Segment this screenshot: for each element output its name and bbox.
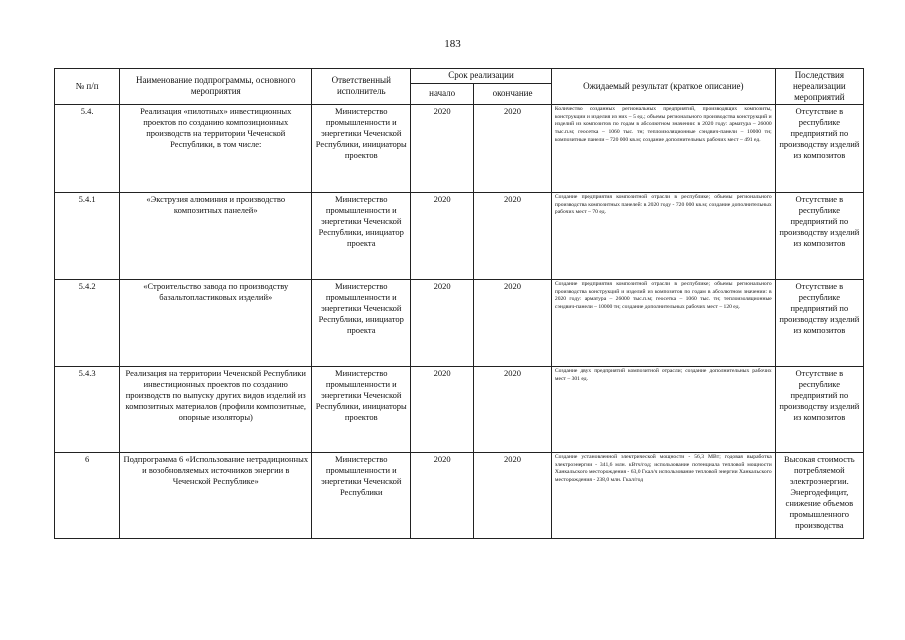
row-name: Подпрограмма 6 «Использование нетрадиционных и возобновляемых источников энергии в Чеченской Республике» xyxy=(120,452,312,538)
header-end: окончание xyxy=(474,83,552,104)
row-start: 2020 xyxy=(411,279,474,366)
row-executor: Министерство промышленности и энергетики Чеченской Республики, инициаторы проектов xyxy=(312,366,411,452)
header-result: Ожидаемый результат (краткое описание) xyxy=(551,69,775,105)
row-name: «Экструзия алюминия и производство композитных панелей» xyxy=(120,192,312,279)
row-executor: Министерство промышленности и энергетики Чеченской Республики, инициатор проекта xyxy=(312,279,411,366)
program-table xyxy=(54,68,864,539)
header-consequences: Последствия нереализации мероприятий xyxy=(775,69,863,105)
row-consequences: Отсутствие в республике предприятий по производству изделий из композитов xyxy=(775,192,863,279)
table-row xyxy=(55,452,864,538)
table-row xyxy=(55,104,864,192)
row-name: Реализация на территории Чеченской Республики инвестиционных проектов по созданию производств по выпуску других видов изделий из композитных материалов (профили композитные, опорные изоляторы) xyxy=(120,366,312,452)
header-period: Срок реализации xyxy=(411,69,552,84)
row-result: Создание предприятия композитной отрасли в республике; объемы регионального производства композитных панелей: в 2020 году - 720 000 кв.м; создание дополнительных рабочих мест – 70 ед. xyxy=(551,192,775,279)
row-end: 2020 xyxy=(474,452,552,538)
page-number: 183 xyxy=(444,38,461,50)
row-consequences: Отсутствие в республике предприятий по производству изделий из композитов xyxy=(775,366,863,452)
row-result: Создание двух предприятий композитной отрасли; создание дополнительных рабочих мест – 301 ед. xyxy=(551,366,775,452)
table-row xyxy=(55,366,864,452)
header-start: начало xyxy=(411,83,474,104)
row-executor: Министерство промышленности и энергетики Чеченской Республики, инициаторы проектов xyxy=(312,104,411,192)
row-result: Создание установленной электрической мощности - 56,3 МВт; годовая выработка электроэнергии - 341,6 млн. кВтч/год; использование потенциала тепловой мощности Ханкальского месторождения - 63,0 Гкал/ч использование тепловой энергии Ханкальского месторождения - 238,0 млн. Гкал/год xyxy=(551,452,775,538)
row-consequences: Высокая стоимость потребляемой электроэнергии. Энергодефицит, снижение объемов промышленного производства xyxy=(775,452,863,538)
row-num: 5.4.3 xyxy=(55,366,120,452)
header-executor: Ответственный исполнитель xyxy=(312,69,411,105)
row-num: 5.4. xyxy=(55,104,120,192)
row-num: 5.4.2 xyxy=(55,279,120,366)
row-result: Количество созданных региональных предприятий, производящих композиты, конструкции и изделия из них – 5 ед.; объемы регионального производства конструкций и изделий из композитов по годам в абсолютном значении: в 2020 году: арматура – 26000 тыс.п.м; геосетка – 1060 тыс. тн; теплоизоляционные сэндвич-панели – 10000 тн; композитные панели – 720 000 кв.м; создание дополнительных рабочих мест – 491 ед. xyxy=(551,104,775,192)
header-num: № п/п xyxy=(55,69,120,105)
row-start: 2020 xyxy=(411,192,474,279)
row-executor: Министерство промышленности и энергетики Чеченской Республики, инициатор проекта xyxy=(312,192,411,279)
row-end: 2020 xyxy=(474,279,552,366)
row-start: 2020 xyxy=(411,366,474,452)
row-start: 2020 xyxy=(411,104,474,192)
row-executor: Министерство промышленности и энергетики Чеченской Республики xyxy=(312,452,411,538)
row-start: 2020 xyxy=(411,452,474,538)
row-num: 5.4.1 xyxy=(55,192,120,279)
table-row xyxy=(55,192,864,279)
row-name: Реализация «пилотных» инвестиционных проектов по созданию композиционных производств на территории Чеченской Республики, в том числе: xyxy=(120,104,312,192)
row-consequences: Отсутствие в республике предприятий по производству изделий из композитов xyxy=(775,104,863,192)
row-name: «Строительство завода по производству базальтопластиковых изделий» xyxy=(120,279,312,366)
row-end: 2020 xyxy=(474,192,552,279)
row-result: Создание предприятия композитной отрасли в республике; объемы регионального производства конструкций и изделий из композитов по годам в абсолютном значении: в 2020 году: арматура – 26000 тыс.п.м; геосетка – 1060 тыс. тн; теплоизоляционные сэндвич-панели – 10000 тн; создание дополнительных рабочих мест – 120 ед. xyxy=(551,279,775,366)
table-row xyxy=(55,279,864,366)
row-end: 2020 xyxy=(474,104,552,192)
row-num: 6 xyxy=(55,452,120,538)
row-consequences: Отсутствие в республике предприятий по производству изделий из композитов xyxy=(775,279,863,366)
header-name: Наименование подпрограммы, основного мероприятия xyxy=(120,69,312,105)
row-end: 2020 xyxy=(474,366,552,452)
